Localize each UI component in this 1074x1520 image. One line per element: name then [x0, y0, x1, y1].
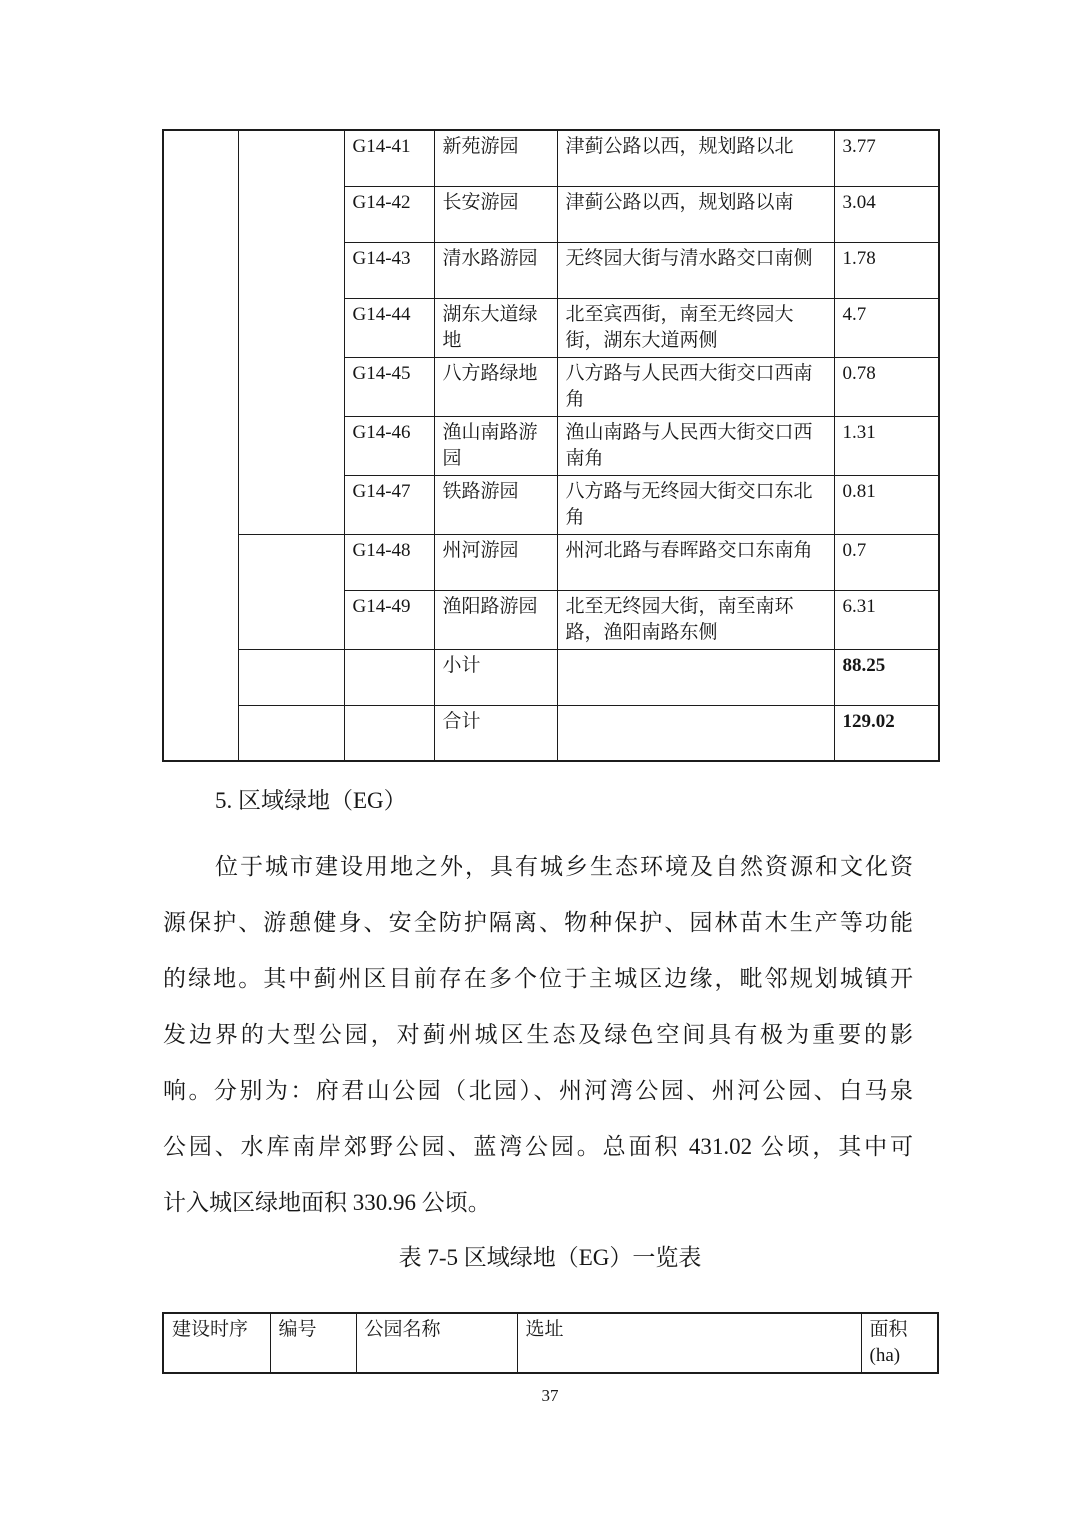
cell-park-name: 铁路游园 — [434, 475, 557, 534]
subtotal-row — [163, 649, 939, 705]
header-row — [163, 1313, 938, 1373]
cell-location: 北至无终园大街，南至南环路，渔阳南路东侧 — [557, 590, 834, 649]
cell-location: 北至宾西街，南至无终园大街，湖东大道两侧 — [557, 298, 834, 357]
cell-location: 八方路与人民西大街交口西南角 — [557, 357, 834, 416]
header-area-unit: (ha) — [869, 1345, 901, 1366]
cell-park-name: 渔山南路游园 — [434, 416, 557, 475]
cell-area: 0.81 — [834, 475, 939, 534]
cell-group-empty — [238, 534, 344, 649]
cell-park-name: 州河游园 — [434, 534, 557, 590]
cell-location-empty — [557, 649, 834, 705]
cell-code: G14-45 — [344, 357, 434, 416]
cell-group-empty — [238, 705, 344, 761]
cell-code-empty — [344, 649, 434, 705]
subtotal-value-cell: 88.25 — [834, 649, 939, 705]
cell-code: G14-49 — [344, 590, 434, 649]
cell-group-empty — [238, 649, 344, 705]
paragraph-line: 源保护、游憩健身、安全防护隔离、物种保护、园林苗木生产等功能 — [163, 910, 913, 935]
paragraph-line: 位于城市建设用地之外，具有城乡生态环境及自然资源和文化资 — [215, 854, 913, 879]
cell-location: 渔山南路与人民西大街交口西南角 — [557, 416, 834, 475]
cell-location: 津蓟公路以西，规划路以北 — [557, 130, 834, 186]
regional-green-space-table — [162, 1312, 939, 1374]
paragraph-line: 发边界的大型公园，对蓟州城区生态及绿色空间具有极为重要的影 — [163, 1022, 913, 1047]
cell-area: 0.7 — [834, 534, 939, 590]
cell-area: 1.78 — [834, 242, 939, 298]
cell-phase-empty — [163, 130, 238, 761]
header-cell-park-name: 公园名称 — [356, 1313, 517, 1373]
cell-code: G14-41 — [344, 130, 434, 186]
section-heading: 5. 区域绿地（EG） — [215, 788, 407, 813]
cell-code: G14-44 — [344, 298, 434, 357]
cell-park-name: 长安游园 — [434, 186, 557, 242]
cell-park-name: 湖东大道绿地 — [434, 298, 557, 357]
table-row — [163, 534, 939, 590]
cell-code: G14-42 — [344, 186, 434, 242]
paragraph-line: 的绿地。其中蓟州区目前存在多个位于主城区边缘，毗邻规划城镇开 — [163, 966, 913, 991]
total-row — [163, 705, 939, 761]
cell-park-name: 清水路游园 — [434, 242, 557, 298]
page-number: 37 — [541, 1386, 559, 1405]
header-cell-location: 选址 — [517, 1313, 861, 1373]
body-paragraph — [163, 839, 913, 1231]
cell-area: 4.7 — [834, 298, 939, 357]
header-cell-code: 编号 — [270, 1313, 356, 1373]
header-cell-area — [861, 1313, 938, 1373]
total-value-cell: 129.02 — [834, 705, 939, 761]
cell-location-empty — [557, 705, 834, 761]
cell-location: 州河北路与春晖路交口东南角 — [557, 534, 834, 590]
cell-code-empty — [344, 705, 434, 761]
cell-code: G14-46 — [344, 416, 434, 475]
cell-area: 3.04 — [834, 186, 939, 242]
cell-area: 1.31 — [834, 416, 939, 475]
cell-area: 6.31 — [834, 590, 939, 649]
cell-park-name: 渔阳路游园 — [434, 590, 557, 649]
green-space-continuation-table — [162, 129, 940, 762]
paragraph-line: 计入城区绿地面积 330.96 公顷。 — [163, 1190, 491, 1215]
cell-location: 津蓟公路以西，规划路以南 — [557, 186, 834, 242]
paragraph-line: 响。分别为：府君山公园（北园）、州河湾公园、州河公园、白马泉 — [163, 1078, 913, 1103]
cell-location: 八方路与无终园大街交口东北角 — [557, 475, 834, 534]
cell-group-empty — [238, 130, 344, 534]
header-area-label: 面积 — [869, 1319, 908, 1340]
cell-area: 0.78 — [834, 357, 939, 416]
cell-location: 无终园大街与清水路交口南侧 — [557, 242, 834, 298]
cell-code: G14-47 — [344, 475, 434, 534]
table-caption: 表 7-5 区域绿地（EG）一览表 — [398, 1245, 702, 1270]
cell-park-name: 新苑游园 — [434, 130, 557, 186]
subtotal-label-cell: 小计 — [434, 649, 557, 705]
cell-code: G14-43 — [344, 242, 434, 298]
total-label-cell: 合计 — [434, 705, 557, 761]
header-cell-phase: 建设时序 — [163, 1313, 270, 1373]
cell-park-name: 八方路绿地 — [434, 357, 557, 416]
cell-code: G14-48 — [344, 534, 434, 590]
table-row — [163, 130, 939, 186]
paragraph-line: 公园、水库南岸郊野公园、蓝湾公园。总面积 431.02 公顷，其中可 — [163, 1134, 913, 1159]
cell-area: 3.77 — [834, 130, 939, 186]
